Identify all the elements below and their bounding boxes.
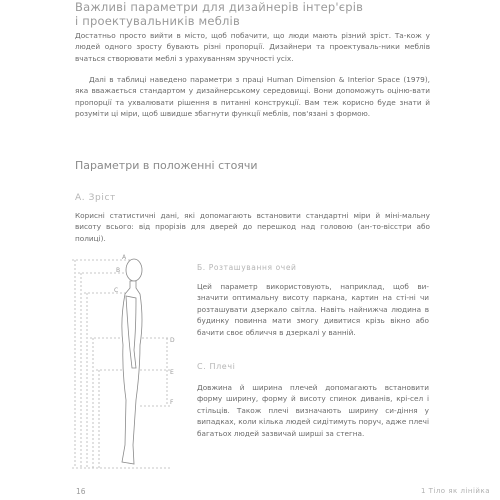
subsection-a-heading: А. Зріст <box>75 193 116 203</box>
page-heading <box>75 0 495 28</box>
intro-paragraph-1: Достатньо просто вийти в місто, щоб побачити, що люди мають різний зріст. Та-кож у людей одного зросту бувають різні пропорції. Дизайнери та проектуваль-ники меблів вчаться створювати меблі з урахуванням зручності усіх. <box>75 31 430 63</box>
intro-paragraph-2: Далі в таблиці наведено параметри з праці Human Dimension & Interior Space (1979), яка вважається стандартом у дизайнерському середовищі. Вони допоможуть оціню-вати пропорції та ухвалювати рішення в питанні конструкції. Вам теж корисно буде знати й розуміти ці міри, щоб швидше збагнути функції меблів, пов'язані з формою. <box>75 75 430 119</box>
page-heading-line-2: і проектувальників меблів <box>75 14 240 28</box>
figure-label-e: E <box>170 369 174 376</box>
subsection-b-heading: Б. Розташування очей <box>197 263 297 272</box>
subsection-a-text: Корисні статистичні дані, які допомагають встановити стандартні міри й міні-мальну висоту всього: від прорізів для дверей до перешкод над головою (ан-то-вісстри або полиці). <box>75 211 430 243</box>
human-dimensions-figure <box>70 250 190 470</box>
page-number: 16 <box>76 487 86 496</box>
figure-label-c: C <box>114 287 119 294</box>
subsection-b-text: Цей параметр використовують, наприклад, щоб ви-значити оптимальну висоту паркана, картин на сті-ні чи розташувати дзеркало світла. Навіть найнижча людина в будинку повинна мати змогу дивитися крізь вікно або бачити своє обличчя в дзеркалі у ванній. <box>197 282 429 337</box>
figure-label-f: F <box>170 399 174 406</box>
page-heading-line-1: Важливі параметри для дизайнерів інтер'єрів <box>75 0 364 14</box>
subsection-c-heading: С. Плечі <box>197 362 236 371</box>
standing-person-figure <box>122 259 142 464</box>
subsection-c-text: Довжина й ширина плечей допомагають встановити форму ширину, форму й висоту спинок диванів, крі-сел і стільців. Також плечі визначають ширину си-діння у випадках, коли кілька людей сидітимуть поруч, адже плечі багатьох людей зазвичай ширші за стегна. <box>197 383 429 438</box>
running-footer-title: 1 Тіло як лінійка <box>420 487 490 495</box>
figure-label-b: B <box>116 267 121 274</box>
section-title: Параметри в положенні стоячи <box>75 159 258 172</box>
figure-label-d: D <box>170 337 175 344</box>
figure-label-a: A <box>122 254 127 261</box>
